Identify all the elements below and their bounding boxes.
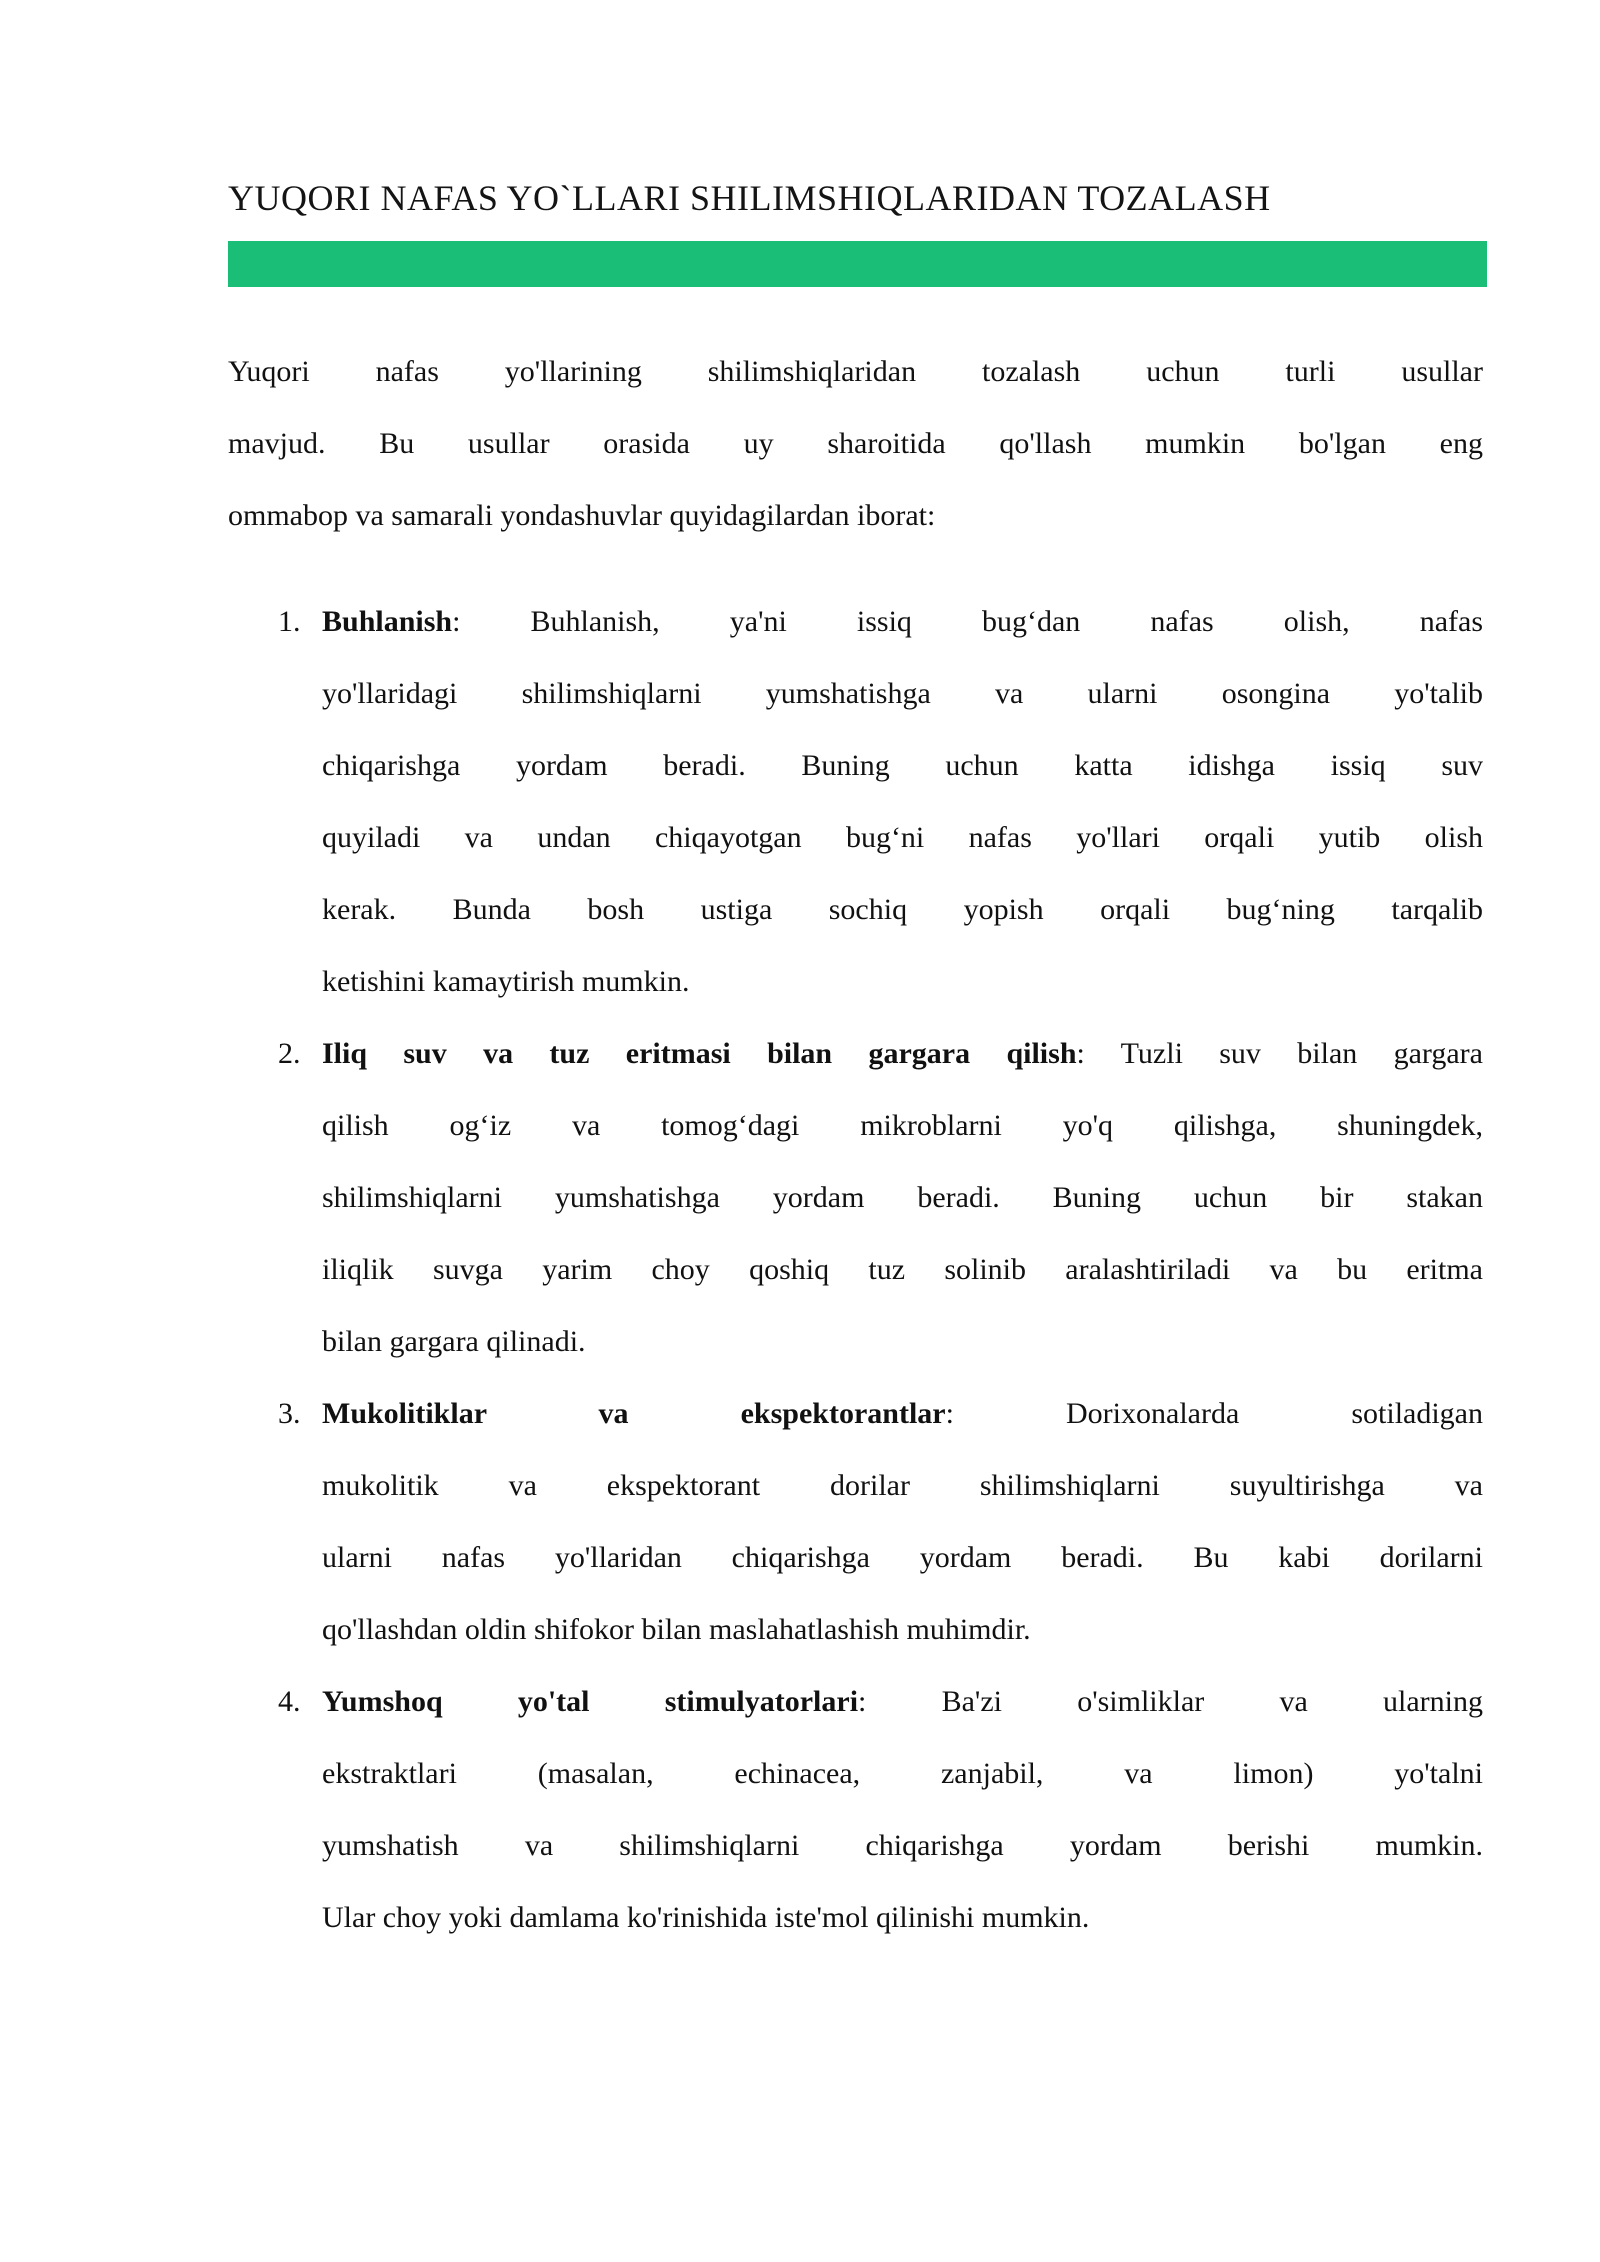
document-body (228, 336, 1483, 1954)
methods-list (228, 586, 1483, 1954)
list-item-first-line-rest: : Dorixonalarda sotiladigan (945, 1397, 1483, 1430)
list-item-number: 2. (278, 1037, 301, 1070)
list-item (228, 586, 1483, 1018)
list-item-line: qilish og‘iz va tomog‘dagi mikroblarni yo'q qilishga, shuningdek, (322, 1109, 1483, 1142)
intro-paragraph (228, 336, 1483, 552)
list-item-line: qo'llashdan oldin shifokor bilan maslahatlashish muhimdir. (322, 1613, 1031, 1646)
intro-line: mavjud. Bu usullar orasida uy sharoitida qo'llash mumkin bo'lgan eng (228, 427, 1483, 460)
list-item (228, 1666, 1483, 1954)
list-item-number: 1. (278, 605, 301, 638)
list-item-line: chiqarishga yordam beradi. Buning uchun katta idishga issiq suv (322, 749, 1483, 782)
list-item-line: yumshatish va shilimshiqlarni chiqarishga yordam berishi mumkin. (322, 1829, 1483, 1862)
list-item-line: yo'llaridagi shilimshiqlarni yumshatishga va ularni osongina yo'talib (322, 677, 1483, 710)
list-item (228, 1378, 1483, 1666)
list-item-number: 4. (278, 1685, 301, 1718)
list-item-term: Buhlanish (322, 605, 453, 638)
list-item-line: shilimshiqlarni yumshatishga yordam beradi. Buning uchun bir stakan (322, 1181, 1483, 1214)
list-item-term: Iliq suv va tuz eritmasi bilan gargara qilish (322, 1037, 1077, 1070)
list-item-line: bilan gargara qilinadi. (322, 1325, 586, 1358)
list-item-first-line (322, 1018, 1483, 1090)
list-item (228, 1018, 1483, 1378)
list-item-first-line (322, 1666, 1483, 1738)
list-item-line: ularni nafas yo'llaridan chiqarishga yordam beradi. Bu kabi dorilarni (322, 1541, 1483, 1574)
intro-line: Yuqori nafas yo'llarining shilimshiqlaridan tozalash uchun turli usullar (228, 355, 1483, 388)
page-title: YUQORI NAFAS YO`LLARI SHILIMSHIQLARIDAN TOZALASH (228, 178, 1271, 218)
list-item-first-line (322, 586, 1483, 658)
list-item-first-line-rest: : Tuzli suv bilan gargara (1076, 1037, 1483, 1070)
list-item-line: ketishini kamaytirish mumkin. (322, 965, 690, 998)
list-item-line: ekstraktlari (masalan, echinacea, zanjabil, va limon) yo'talni (322, 1757, 1483, 1790)
title-accent-bar (228, 241, 1487, 287)
list-item-line: kerak. Bunda bosh ustiga sochiq yopish orqali bug‘ning tarqalib (322, 893, 1483, 926)
list-item-line: iliqlik suvga yarim choy qoshiq tuz solinib aralashtiriladi va bu eritma (322, 1253, 1483, 1286)
list-item-number: 3. (278, 1397, 301, 1430)
list-item-term: Yumshoq yo'tal stimulyatorlari (322, 1685, 859, 1718)
intro-line: ommabop va samarali yondashuvlar quyidagilardan iborat: (228, 499, 936, 532)
list-item-term: Mukolitiklar va ekspektorantlar (322, 1397, 946, 1430)
list-item-line: Ular choy yoki damlama ko'rinishida iste'mol qilinishi mumkin. (322, 1901, 1090, 1934)
list-item-first-line-rest: : Ba'zi o'simliklar va ularning (858, 1685, 1483, 1718)
list-item-first-line-rest: : Buhlanish, ya'ni issiq bug‘dan nafas olish, nafas (452, 605, 1483, 638)
list-item-first-line (322, 1378, 1483, 1450)
list-item-line: quyiladi va undan chiqayotgan bug‘ni nafas yo'llari orqali yutib olish (322, 821, 1483, 854)
list-item-line: mukolitik va ekspektorant dorilar shilimshiqlarni suyultirishga va (322, 1469, 1483, 1502)
